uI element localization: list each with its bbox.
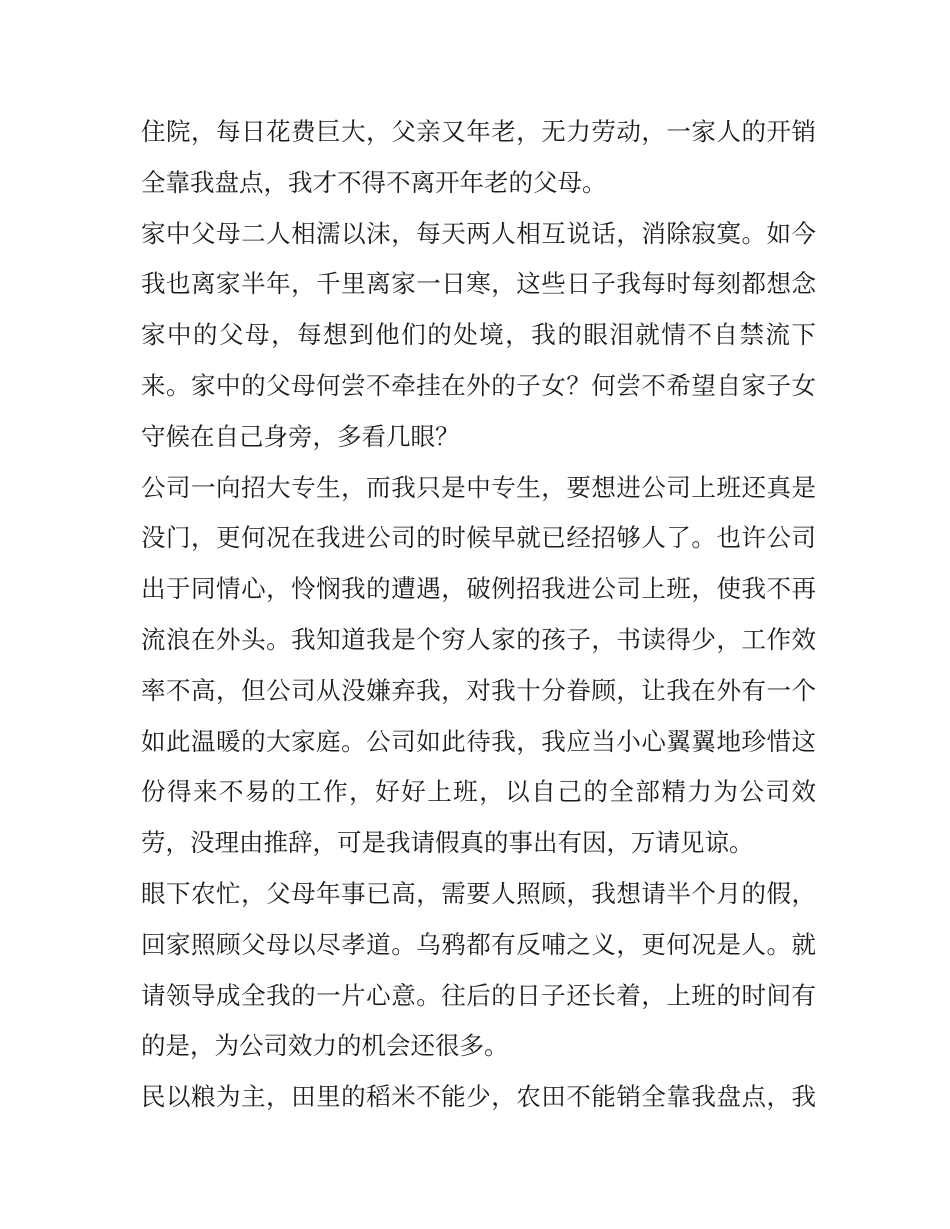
paragraph-2 <box>141 209 816 463</box>
text-line: 公司一向招大专生，而我只是中专生，要想进公司上班还真是 <box>141 472 816 502</box>
paragraph-3 <box>141 463 816 869</box>
paragraph-4 <box>141 869 816 1072</box>
text-line: 流浪在外头。我知道我是个穷人家的孩子，书读得少，工作效 <box>141 624 816 654</box>
text-line: 民以粮为主，田里的稻米不能少，农田不能销全靠我盘点，我 <box>141 1082 816 1112</box>
text-line: 劳，没理由推辞，可是我请假真的事出有因，万请见谅。 <box>141 828 754 858</box>
text-line: 全靠我盘点，我才不得不离开年老的父母。 <box>141 167 607 197</box>
text-line: 请领导成全我的一片心意。往后的日子还长着，上班的时间有 <box>141 980 816 1010</box>
text-line: 住院，每日花费巨大，父亲又年老，无力劳动，一家人的开销 <box>141 117 816 146</box>
paragraph-5 <box>141 1072 816 1123</box>
text-line: 份得来不易的工作，好好上班，以自己的全部精力为公司效 <box>141 777 816 807</box>
document-body <box>141 107 816 1123</box>
paragraph-1 <box>141 107 816 209</box>
text-line: 家中的父母，每想到他们的处境，我的眼泪就情不自禁流下 <box>141 320 816 350</box>
text-line: 守候在自己身旁，多看几眼？ <box>141 421 460 451</box>
text-line: 来。家中的父母何尝不牵挂在外的子女？何尝不希望自家子女 <box>141 370 816 400</box>
text-line: 的是，为公司效力的机会还很多。 <box>141 1031 509 1061</box>
text-line: 我也离家半年，千里离家一日寒，这些日子我每时每刻都想念 <box>141 269 816 299</box>
text-line: 眼下农忙，父母年事已高，需要人照顾，我想请半个月的假， <box>141 878 816 908</box>
text-line: 没门，更何况在我进公司的时候早就已经招够人了。也许公司 <box>141 523 816 553</box>
text-line: 回家照顾父母以尽孝道。乌鸦都有反哺之义，更何况是人。就 <box>141 929 816 959</box>
text-line: 出于同情心，怜悯我的遭遇，破例招我进公司上班，使我不再 <box>141 574 816 604</box>
text-line: 率不高，但公司从没嫌弃我，对我十分眷顾，让我在外有一个 <box>141 675 816 705</box>
text-line: 家中父母二人相濡以沫，每天两人相互说话，消除寂寞。如今 <box>141 218 816 248</box>
text-line: 如此温暖的大家庭。公司如此待我，我应当小心翼翼地珍惜这 <box>141 726 816 756</box>
